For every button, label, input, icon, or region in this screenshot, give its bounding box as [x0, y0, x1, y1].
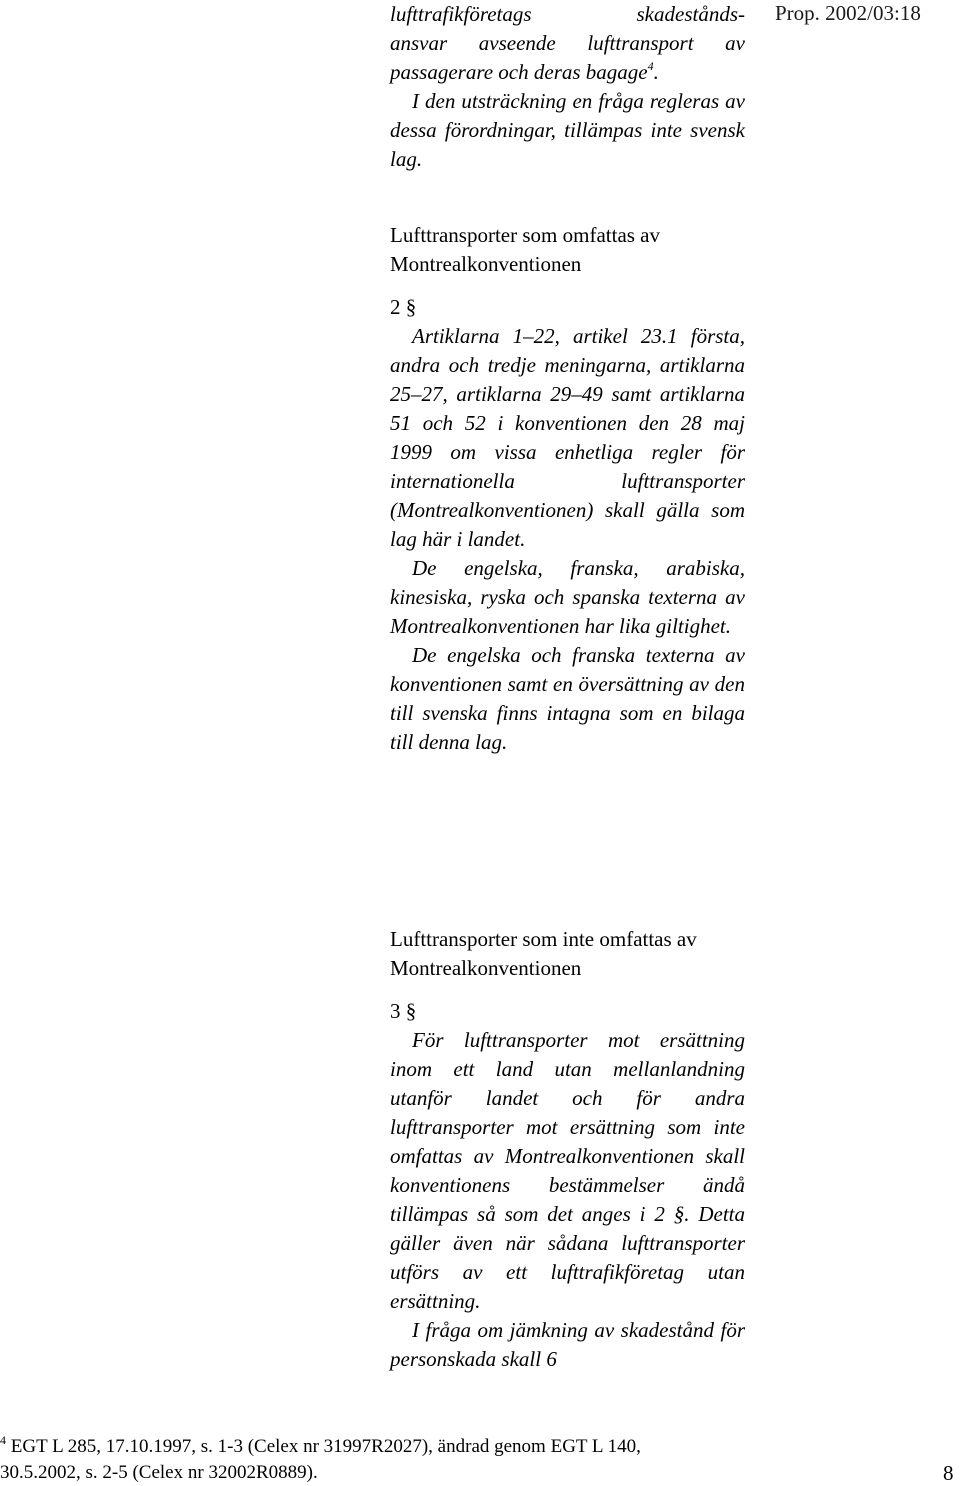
document-reference: Prop. 2002/03:18	[775, 1, 921, 25]
footnote-reference[interactable]: 4	[647, 59, 654, 73]
section-heading-text: Lufttransporter som omfattas av Montrealkonventionen	[390, 223, 661, 276]
section-heading-not-included	[390, 925, 745, 983]
page-number: 8	[943, 1461, 954, 1485]
section-2-paragraph-2: De engelska, franska, arabiska, kinesiska, ryska och spanska texterna av Montrealkonventionen har lika giltighet.	[390, 556, 745, 638]
section-3-paragraph-1: För lufttransporter mot ersättning inom ett land utan mellanlandning utanför landet och för andra lufttransporter mot ersättning som inte omfattas av Montrealkonventionen skall konventionens bestämmelser ändå tillämpas så som det anges i 2 §. Detta gäller även när sådana lufttransporter utförs av ett lufttrafikföretag utan ersättning.	[390, 1028, 745, 1313]
section-3-paragraph-2: I fråga om jämkning av skadestånd för personskada skall 6	[390, 1318, 745, 1371]
intro-line-3-wrap	[390, 58, 745, 87]
section-2-paragraph-1: Artiklarna 1–22, artikel 23.1 första, andra och tredje meningarna, artiklarna 25–27, artiklarna 29–49 samt artiklarna 51 och 52 i konventionen den 28 maj 1999 om vissa enhetliga regler för internationella lufttransporter (Montrealkonventionen) skall gälla som lag här i landet.	[390, 324, 745, 551]
intro-paragraph	[390, 0, 745, 87]
section-number-text: 3 §	[390, 999, 417, 1023]
intro-paragraph-2: I den utsträckning en fråga regleras av dessa förordningar, tillämpas inte svensk lag.	[390, 89, 745, 171]
intro-block	[390, 0, 745, 174]
section-heading-text: Lufttransporter som inte omfattas av Montrealkonventionen	[390, 927, 697, 980]
section-heading-included	[390, 221, 745, 279]
footnote-text-1: EGT L 285, 17.10.1997, s. 1-3 (Celex nr 31997R2027), ändrad genom EGT L 140,	[10, 1436, 641, 1457]
section-2-body	[390, 322, 745, 757]
intro-line-2: ansvar avseende lufttransport av	[390, 31, 745, 55]
footnote-marker: 4	[0, 1433, 6, 1447]
footnote-line-1	[0, 1434, 900, 1460]
section-number-3	[390, 997, 745, 1026]
section-3-body	[390, 1026, 745, 1374]
intro-line-1: lufttrafikföretags skadestånds-	[390, 2, 745, 26]
intro-line-3-end: .	[653, 60, 659, 84]
footnote	[0, 1434, 900, 1486]
intro-line-3: passagerare och deras bagage	[390, 60, 648, 84]
section-number-2	[390, 293, 745, 322]
section-2-paragraph-3: De engelska och franska texterna av konventionen samt en översättning av den till svenska finns intagna som en bilaga till denna lag.	[390, 643, 745, 754]
footnote-text-2: 30.5.2002, s. 2-5 (Celex nr 32002R0889).	[0, 1462, 318, 1483]
section-number-text: 2 §	[390, 295, 417, 319]
